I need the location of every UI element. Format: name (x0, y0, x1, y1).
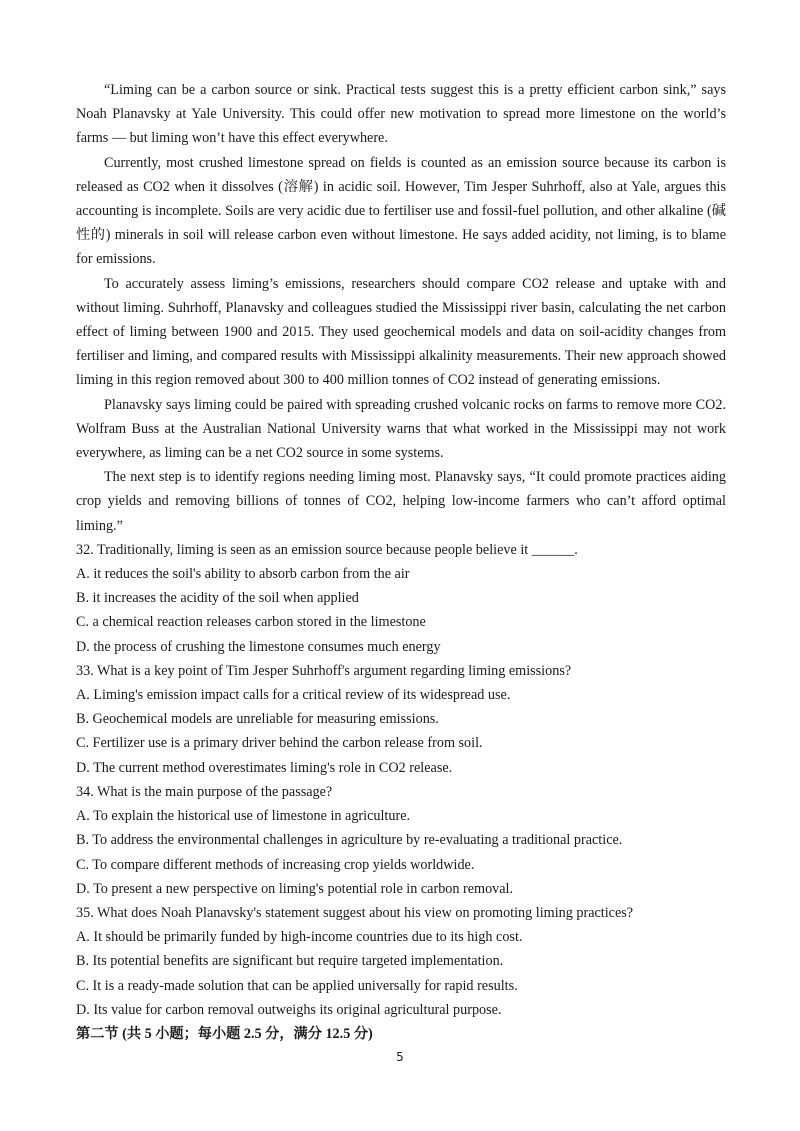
page-content (76, 78, 726, 1046)
question-35 (76, 901, 726, 1022)
option-a: A. it reduces the soil's ability to absorb carbon from the air (76, 566, 410, 583)
question-34 (76, 780, 726, 901)
option-c: C. a chemical reaction releases carbon stored in the limestone (76, 614, 426, 631)
option-b: B. Its potential benefits are significant but require targeted implementation. (76, 953, 504, 970)
passage-paragraph: Planavsky says liming could be paired with spreading crushed volcanic rocks on farms to remove more CO2. Wolfram Buss at the Australian National University warns that what worked in the Mississippi may not work everywhere, as liming can be a net CO2 source in some systems. (76, 396, 726, 462)
question-stem: 32. Traditionally, liming is seen as an emission source because people believe it ______. (76, 541, 578, 558)
section-heading: 第二节 (共 5 小题；每小题 2.5 分，满分 12.5 分) (76, 1025, 373, 1042)
option-a: A. Liming's emission impact calls for a critical review of its widespread use. (76, 687, 511, 704)
option-a: A. It should be primarily funded by high-income countries due to its high cost. (76, 929, 523, 946)
passage-paragraph: The next step is to identify regions needing liming most. Planavsky says, “It could promote practices aiding crop yields and removing billions of tonnes of CO2, helping low-income farmers who can’t afford optimal liming.” (76, 469, 726, 534)
option-b: B. Geochemical models are unreliable for measuring emissions. (76, 711, 439, 728)
reading-passage (76, 78, 726, 538)
option-b: B. it increases the acidity of the soil when applied (76, 590, 359, 607)
page-number: 5 (396, 1050, 404, 1064)
question-33 (76, 659, 726, 780)
question-stem: 35. What does Noah Planavsky's statement suggest about his view on promoting liming practices? (76, 904, 634, 921)
option-c: C. To compare different methods of increasing crop yields worldwide. (76, 856, 475, 873)
question-32 (76, 538, 726, 659)
passage-paragraph: “Liming can be a carbon source or sink. Practical tests suggest this is a pretty efficient carbon sink,” says Noah Planavsky at Yale University. This could offer new motivation to spread more limestone on the world’s farms — but liming won’t have this effect everywhere. (76, 82, 726, 147)
passage-paragraph: Currently, most crushed limestone spread on fields is counted as an emission source because its carbon is released as CO2 when it dissolves (溶解) in acidic soil. However, Tim Jesper Suhrhoff, also at Yale, argues this accounting is incomplete. Soils are very acidic due to fertiliser use and fossil-fuel pollution, and other alkaline (碱性的) minerals in soil will release carbon even without limestone. He says added acidity, not liming, is to blame for emissions. (76, 154, 726, 268)
option-d: D. Its value for carbon removal outweighs its original agricultural purpose. (76, 1001, 502, 1018)
question-stem: 34. What is the main purpose of the passage? (76, 783, 333, 800)
passage-paragraph: To accurately assess liming’s emissions, researchers should compare CO2 release and uptake with and without liming. Suhrhoff, Planavsky and colleagues studied the Mississippi river basin, calculating the net carbon effect of liming between 1900 and 2015. They used geochemical models and data on soil-acidity changes from fertiliser and liming, and compared results with Mississippi alkalinity measurements. Their new approach showed liming in this region removed about 300 to 400 million tonnes of CO2 instead of generating emissions. (76, 275, 726, 389)
option-c: C. Fertilizer use is a primary driver behind the carbon release from soil. (76, 735, 483, 752)
option-c: C. It is a ready-made solution that can be applied universally for rapid results. (76, 977, 518, 994)
option-a: A. To explain the historical use of limestone in agriculture. (76, 808, 411, 825)
option-d: D. The current method overestimates liming's role in CO2 release. (76, 759, 453, 776)
option-d: D. the process of crushing the limestone consumes much energy (76, 638, 441, 655)
option-b: B. To address the environmental challenges in agriculture by re-evaluating a traditional practice. (76, 832, 623, 849)
question-stem: 33. What is a key point of Tim Jesper Suhrhoff's argument regarding liming emissions? (76, 662, 572, 679)
option-d: D. To present a new perspective on liming's potential role in carbon removal. (76, 880, 514, 897)
